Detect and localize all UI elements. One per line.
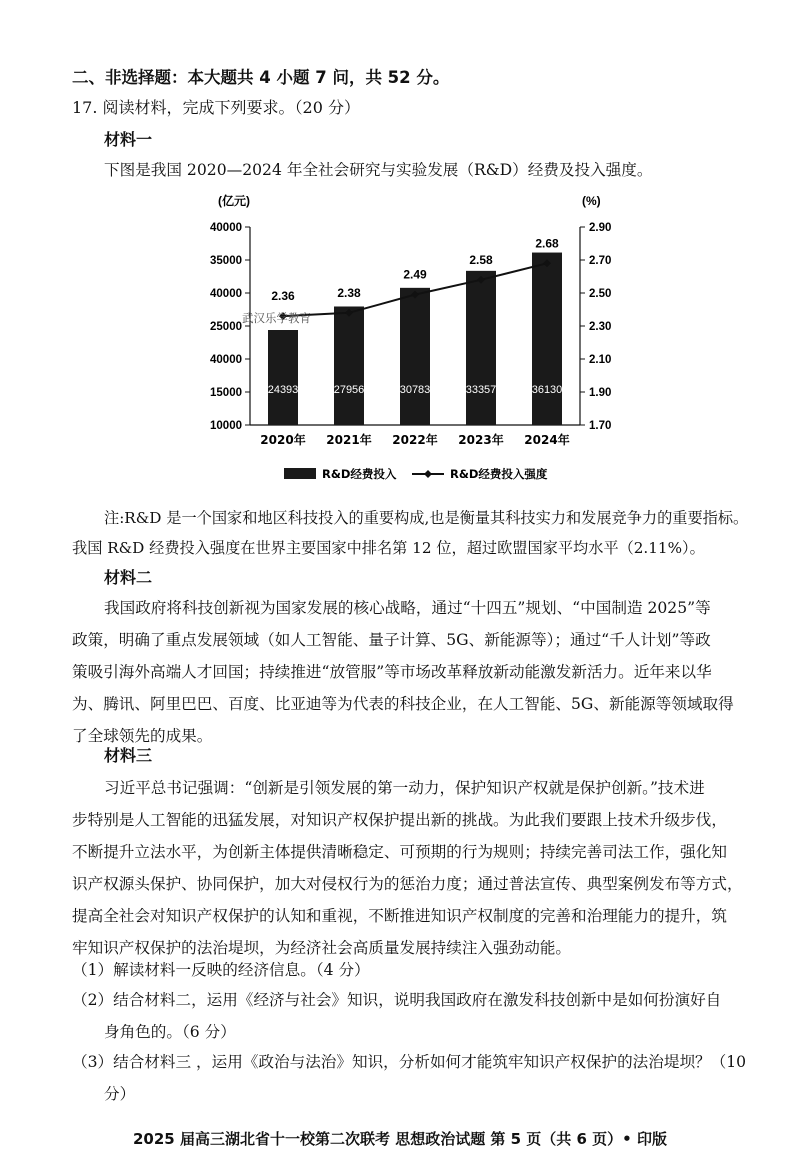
right-tick-label: 2.70 — [589, 255, 612, 267]
left-tick-label: 35000 — [210, 255, 242, 267]
line-value-label: 2.38 — [337, 285, 361, 300]
question-17 — [72, 98, 360, 118]
right-tick-label: 1.70 — [589, 420, 612, 432]
legend-bar-label: R&D经费投入 — [322, 467, 397, 481]
sub-question-3-continued: 分） — [104, 1085, 136, 1103]
bar-value-label: 24393 — [267, 384, 299, 396]
paragraph-line: 策吸引海外高端人才回国；持续推进“放管服”等市场改革释放新动能激发新活力。近年来以华 — [72, 663, 712, 681]
paragraph-line: 为、腾讯、阿里巴巴、百度、比亚迪等为代表的科技企业，在人工智能、5G、新能源等领域取得 — [72, 695, 734, 713]
left-axis-unit: (亿元) — [218, 194, 250, 208]
legend-line-label: R&D经费投入强度 — [450, 467, 548, 481]
page-footer: 2025 届高三湖北省十一校第二次联考 思想政治试题 第 5 页（共 6 页）• 印版 — [133, 1130, 667, 1148]
x-tick-label: 2022年 — [392, 433, 438, 447]
paragraph-line: 我国政府将科技创新视为国家发展的核心战略，通过“十四五”规划、“中国制造 2025”等 — [104, 599, 711, 617]
bar-value-label: 33357 — [465, 384, 497, 396]
line-value-label: 2.49 — [403, 267, 427, 282]
material1-note-line2: 我国 R&D 经费投入强度在世界主要国家中排名第 12 位，超过欧盟国家平均水平（2.11%）。 — [72, 539, 705, 557]
left-tick-label: 40000 — [210, 288, 242, 300]
paragraph-line: 不断提升立法水平，为创新主体提供清晰稳定、可预期的行为规则；持续完善司法工作，强化知 — [72, 843, 727, 861]
paragraph-line: 提高全社会对知识产权保护的认知和重视，不断推进知识产权制度的完善和治理能力的提升，筑 — [72, 907, 727, 925]
right-tick-label: 1.90 — [589, 387, 612, 399]
right-tick-label: 2.50 — [589, 288, 612, 300]
paragraph-line: 识产权源头保护、协同保护，加大对侵权行为的惩治力度；通过普法宣传、典型案例发布等方式， — [72, 875, 743, 893]
sub-question-text: 结合材料三 ，运用《政治与法治》知识，分析如何才能筑牢知识产权保护的法治堤坝？（10 — [113, 1053, 747, 1071]
line-value-label: 2.68 — [535, 236, 559, 251]
bar — [400, 288, 430, 425]
line-value-label: 2.58 — [469, 252, 493, 267]
right-tick-label: 2.90 — [589, 222, 612, 234]
sub-question-3 — [72, 1052, 746, 1072]
chart-legend — [284, 467, 548, 481]
paragraph-line: 了全球领先的成果。 — [72, 727, 213, 745]
left-tick-label: 25000 — [210, 321, 242, 333]
legend-bar-swatch — [284, 468, 316, 479]
bar — [466, 271, 496, 425]
legend-line-marker — [424, 470, 432, 478]
question-text: 阅读材料，完成下列要求。（20 分） — [102, 98, 360, 117]
material1-intro: 下图是我国 2020—2024 年全社会研究与实验发展（R&D）经费及投入强度。 — [104, 161, 653, 179]
sub-question-number: （3） — [72, 1053, 114, 1071]
line-value-label: 2.36 — [271, 289, 295, 304]
x-tick-label: 2024年 — [524, 433, 570, 447]
bar — [268, 330, 298, 425]
paragraph-line: 政策，明确了重点发展领域（如人工智能、量子计算、5G、新能源等）；通过“千人计划”等政 — [72, 631, 711, 649]
question-number: 17. — [72, 98, 98, 117]
material2-title: 材料二 — [104, 568, 153, 587]
right-tick-label: 2.10 — [589, 354, 612, 366]
material1-title: 材料一 — [104, 130, 153, 149]
sub-question-text: 解读材料一反映的经济信息。（4 分） — [113, 961, 370, 979]
watermark: 武汉乐学教育 — [242, 311, 311, 325]
paragraph-line: 习近平总书记强调：“创新是引领发展的第一动力，保护知识产权就是保护创新。”技术进 — [104, 779, 705, 797]
left-tick-label: 40000 — [210, 222, 242, 234]
rd-chart — [180, 185, 630, 490]
paragraph-line: 牢知识产权保护的法治堤坝，为经济社会高质量发展持续注入强劲动能。 — [72, 939, 572, 957]
left-tick-label: 40000 — [210, 354, 242, 366]
section-heading: 二、非选择题：本大题共 4 小题 7 问，共 52 分。 — [72, 68, 450, 87]
material1-note-line1: 注:R&D 是一个国家和地区科技投入的重要构成,也是衡量其科技实力和发展竞争力的重要指标。 — [104, 509, 749, 527]
bar-value-label: 27956 — [333, 384, 365, 396]
left-tick-label: 10000 — [210, 420, 242, 432]
right-axis-unit: (%) — [582, 194, 601, 208]
x-tick-label: 2023年 — [458, 433, 504, 447]
x-tick-label: 2021年 — [326, 433, 372, 447]
material3-title: 材料三 — [104, 746, 153, 765]
bar-value-label: 30783 — [399, 384, 431, 396]
right-tick-label: 2.30 — [589, 321, 612, 333]
sub-question-2 — [72, 990, 721, 1010]
sub-question-number: （2） — [72, 991, 114, 1009]
sub-question-text: 结合材料二，运用《经济与社会》知识，说明我国政府在激发科技创新中是如何扮演好自 — [113, 991, 722, 1009]
bar — [532, 253, 562, 425]
bar — [334, 306, 364, 425]
paragraph-line: 步特别是人工智能的迅猛发展，对知识产权保护提出新的挑战。为此我们要跟上技术升级步伐， — [72, 811, 727, 829]
left-tick-label: 15000 — [210, 387, 242, 399]
sub-question-1 — [72, 960, 370, 980]
sub-question-2-continued: 身角色的。（6 分） — [104, 1023, 236, 1041]
bar-value-label: 36130 — [531, 384, 563, 396]
x-tick-label: 2020年 — [260, 433, 306, 447]
sub-question-number: （1） — [72, 961, 114, 979]
